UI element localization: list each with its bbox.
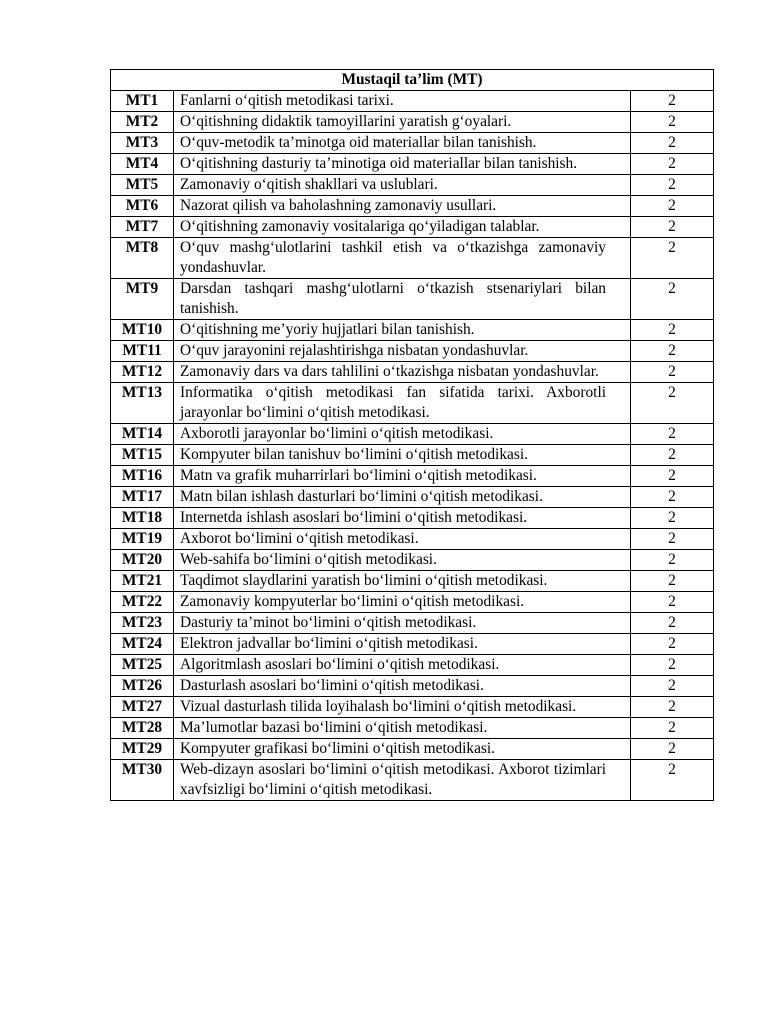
table-row — [111, 424, 714, 445]
row-topic: Zamonaviy o‘qitish shakllari va uslublari. — [174, 175, 631, 196]
row-code: MT18 — [111, 508, 174, 529]
row-code: MT12 — [111, 362, 174, 383]
table-row — [111, 341, 714, 362]
row-code: MT13 — [111, 383, 174, 424]
row-topic: O‘quv-metodik ta’minotga oid materiallar bilan tanishish. — [174, 133, 631, 154]
row-topic: Vizual dasturlash tilida loyihalash bo‘limini o‘qitish metodikasi. — [174, 697, 631, 718]
row-code: MT26 — [111, 676, 174, 697]
table-row — [111, 91, 714, 112]
row-topic: Internetda ishlash asoslari bo‘limini o‘qitish metodikasi. — [174, 508, 631, 529]
row-code: MT7 — [111, 217, 174, 238]
row-code: MT28 — [111, 718, 174, 739]
row-code: MT16 — [111, 466, 174, 487]
row-topic: O‘qitishning didaktik tamoyillarini yaratish g‘oyalari. — [174, 112, 631, 133]
row-topic: Taqdimot slaydlarini yaratish bo‘limini o‘qitish metodikasi. — [174, 571, 631, 592]
row-hours: 2 — [631, 613, 714, 634]
row-topic: O‘qitishning dasturiy ta’minotiga oid materiallar bilan tanishish. — [174, 154, 631, 175]
table-row — [111, 487, 714, 508]
row-code: MT27 — [111, 697, 174, 718]
row-code: MT30 — [111, 760, 174, 801]
row-code: MT23 — [111, 613, 174, 634]
row-topic: Informatika o‘qitish metodikasi fan sifatida tarixi. Axborotli jarayonlar bo‘limini o‘qitish metodikasi. — [174, 383, 631, 424]
row-topic: Dasturiy ta’minot bo‘limini o‘qitish metodikasi. — [174, 613, 631, 634]
row-topic: O‘qitishning me’yoriy hujjatlari bilan tanishish. — [174, 320, 631, 341]
table-row — [111, 718, 714, 739]
table-row — [111, 571, 714, 592]
row-hours: 2 — [631, 383, 714, 424]
row-topic: Algoritmlash asoslari bo‘limini o‘qitish metodikasi. — [174, 655, 631, 676]
row-hours: 2 — [631, 529, 714, 550]
row-code: MT22 — [111, 592, 174, 613]
row-topic: Ma’lumotlar bazasi bo‘limini o‘qitish metodikasi. — [174, 718, 631, 739]
row-code: MT17 — [111, 487, 174, 508]
row-hours: 2 — [631, 279, 714, 320]
row-topic: O‘qitishning zamonaviy vositalariga qo‘yiladigan talablar. — [174, 217, 631, 238]
row-topic: Matn bilan ishlash dasturlari bo‘limini o‘qitish metodikasi. — [174, 487, 631, 508]
table-row — [111, 279, 714, 320]
row-topic: Fanlarni o‘qitish metodikasi tarixi. — [174, 91, 631, 112]
row-topic: Zamonaviy dars va dars tahlilini o‘tkazishga nisbatan yondashuvlar. — [174, 362, 631, 383]
row-code: MT10 — [111, 320, 174, 341]
row-code: MT20 — [111, 550, 174, 571]
row-topic: Elektron jadvallar bo‘limini o‘qitish metodikasi. — [174, 634, 631, 655]
row-topic: O‘quv mashg‘ulotlarini tashkil etish va o‘tkazishga zamonaviy yondashuvlar. — [174, 238, 631, 279]
table-row — [111, 508, 714, 529]
table-row — [111, 362, 714, 383]
table-row — [111, 550, 714, 571]
row-code: MT3 — [111, 133, 174, 154]
row-topic: Axborotli jarayonlar bo‘limini o‘qitish metodikasi. — [174, 424, 631, 445]
row-code: MT24 — [111, 634, 174, 655]
table-row — [111, 739, 714, 760]
table-row — [111, 613, 714, 634]
row-topic: Dasturlash asoslari bo‘limini o‘qitish metodikasi. — [174, 676, 631, 697]
row-hours: 2 — [631, 320, 714, 341]
table-row — [111, 154, 714, 175]
row-hours: 2 — [631, 676, 714, 697]
row-hours: 2 — [631, 362, 714, 383]
row-hours: 2 — [631, 133, 714, 154]
row-code: MT8 — [111, 238, 174, 279]
row-topic: Darsdan tashqari mashg‘ulotlarni o‘tkazish stsenariylari bilan tanishish. — [174, 279, 631, 320]
row-hours: 2 — [631, 217, 714, 238]
row-topic: O‘quv jarayonini rejalashtirishga nisbatan yondashuvlar. — [174, 341, 631, 362]
row-hours: 2 — [631, 196, 714, 217]
row-code: MT6 — [111, 196, 174, 217]
row-code: MT19 — [111, 529, 174, 550]
row-hours: 2 — [631, 154, 714, 175]
row-hours: 2 — [631, 487, 714, 508]
table-row — [111, 217, 714, 238]
row-hours: 2 — [631, 112, 714, 133]
row-hours: 2 — [631, 341, 714, 362]
row-code: MT14 — [111, 424, 174, 445]
row-code: MT11 — [111, 341, 174, 362]
row-topic: Zamonaviy kompyuterlar bo‘limini o‘qitish metodikasi. — [174, 592, 631, 613]
row-hours: 2 — [631, 634, 714, 655]
table-row — [111, 445, 714, 466]
row-hours: 2 — [631, 508, 714, 529]
row-hours: 2 — [631, 424, 714, 445]
row-hours: 2 — [631, 739, 714, 760]
table-row — [111, 383, 714, 424]
independent-study-table — [110, 69, 714, 801]
row-hours: 2 — [631, 571, 714, 592]
row-code: MT29 — [111, 739, 174, 760]
table-row — [111, 592, 714, 613]
row-code: MT5 — [111, 175, 174, 196]
row-topic: Kompyuter bilan tanishuv bo‘limini o‘qitish metodikasi. — [174, 445, 631, 466]
row-hours: 2 — [631, 91, 714, 112]
row-hours: 2 — [631, 175, 714, 196]
row-hours: 2 — [631, 238, 714, 279]
row-hours: 2 — [631, 718, 714, 739]
row-topic: Nazorat qilish va baholashning zamonaviy usullari. — [174, 196, 631, 217]
table-title: Mustaqil ta’lim (MT) — [111, 70, 714, 91]
row-hours: 2 — [631, 760, 714, 801]
table-row — [111, 697, 714, 718]
table-row — [111, 676, 714, 697]
row-topic: Axborot bo‘limini o‘qitish metodikasi. — [174, 529, 631, 550]
table-row — [111, 529, 714, 550]
row-hours: 2 — [631, 592, 714, 613]
table-row — [111, 320, 714, 341]
row-code: MT1 — [111, 91, 174, 112]
table-row — [111, 133, 714, 154]
row-topic: Matn va grafik muharrirlari bo‘limini o‘qitish metodikasi. — [174, 466, 631, 487]
table-row — [111, 655, 714, 676]
table-row — [111, 175, 714, 196]
table-row — [111, 466, 714, 487]
row-code: MT4 — [111, 154, 174, 175]
row-code: MT9 — [111, 279, 174, 320]
row-code: MT2 — [111, 112, 174, 133]
table-row — [111, 760, 714, 801]
row-code: MT15 — [111, 445, 174, 466]
table-row — [111, 196, 714, 217]
table-row — [111, 634, 714, 655]
row-hours: 2 — [631, 466, 714, 487]
table-row — [111, 238, 714, 279]
row-hours: 2 — [631, 655, 714, 676]
row-topic: Web-dizayn asoslari bo‘limini o‘qitish metodikasi. Axborot tizimlari xavfsizligi bo‘limini o‘qitish metodikasi. — [174, 760, 631, 801]
row-topic: Kompyuter grafikasi bo‘limini o‘qitish metodikasi. — [174, 739, 631, 760]
row-hours: 2 — [631, 697, 714, 718]
row-code: MT21 — [111, 571, 174, 592]
row-hours: 2 — [631, 550, 714, 571]
table-row — [111, 112, 714, 133]
row-hours: 2 — [631, 445, 714, 466]
row-code: MT25 — [111, 655, 174, 676]
table-title-row — [111, 70, 714, 91]
row-topic: Web-sahifa bo‘limini o‘qitish metodikasi. — [174, 550, 631, 571]
